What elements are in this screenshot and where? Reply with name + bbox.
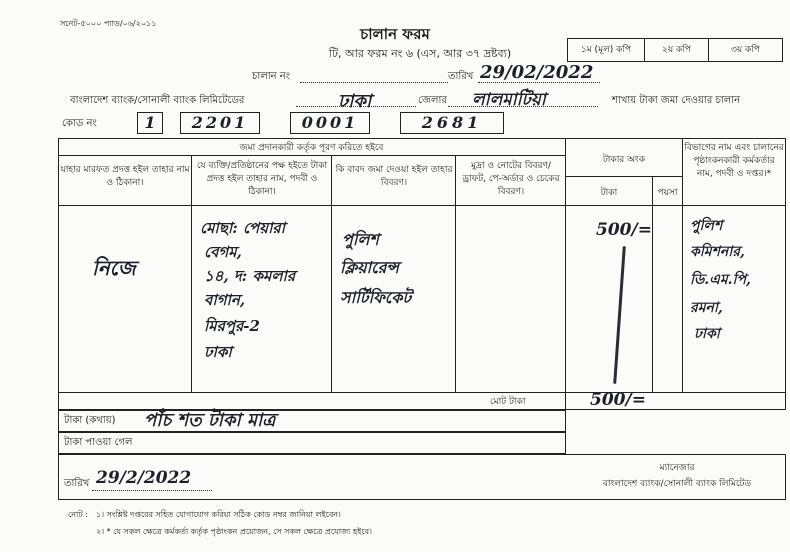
on-behalf-line-4: বাগান, bbox=[204, 291, 246, 309]
amount-value: 500/= bbox=[596, 220, 652, 240]
code-digit-4: 2681 bbox=[421, 113, 483, 132]
purpose-line-3: সার্টিফিকেট bbox=[340, 288, 412, 307]
code-box-2 bbox=[180, 112, 260, 134]
code-digit-3: 0001 bbox=[301, 113, 359, 132]
in-words-label: টাকা (কথায়) bbox=[64, 415, 116, 426]
district-label: জেলার bbox=[418, 95, 447, 106]
taka-header: টাকা bbox=[600, 188, 618, 198]
dept-line-4: রমনা, bbox=[690, 300, 723, 316]
dept-line-1: পুলিশ bbox=[690, 218, 723, 234]
code-box-1 bbox=[137, 112, 163, 134]
on-behalf-line-6: ঢাকা bbox=[204, 343, 232, 361]
col-depositor-header: যাহার মারফত প্রদত্ত হইল তাহার নাম ও ঠিকানা। bbox=[60, 165, 190, 188]
form-title: চালান ফরম bbox=[360, 25, 430, 43]
date-value-bottom: 29/2/2022 bbox=[96, 468, 192, 488]
copy-second: ২য় কপি bbox=[662, 45, 691, 55]
code-box-4 bbox=[400, 112, 504, 134]
form-subtitle: টি, আর ফরম নং ৬ (এস, আর ৩৭ দ্রষ্টব্য) bbox=[328, 47, 512, 60]
in-words-row bbox=[58, 410, 566, 432]
paisa-header: পয়সা bbox=[657, 188, 678, 198]
amount-header: টাকার অংক bbox=[602, 155, 646, 165]
copies-box bbox=[567, 38, 783, 62]
dept-line-2: কমিশনার, bbox=[690, 244, 745, 260]
col-purpose-header: কি বাবদ জমা দেওয়া হইল তাহার বিবরণ। bbox=[335, 165, 453, 188]
deposit-label: শাখায় টাকা জমা দেওয়ার চালান bbox=[612, 95, 741, 106]
date-value-top: 29/02/2022 bbox=[480, 62, 594, 83]
copy-third: ৩য় কপি bbox=[731, 45, 760, 55]
copy-original: ১ম (মূল) কপি bbox=[580, 45, 632, 55]
code-digit-1: 1 bbox=[144, 113, 156, 132]
challan-no-label: চালান নং bbox=[252, 71, 291, 82]
col-instrument-header: মুদ্রা ও নোটের বিবরণ/ ড্রাফট, পে-অর্ডার ও চেকের বিবরণ। bbox=[462, 161, 560, 197]
on-behalf-line-5: মিরপুর-2 bbox=[204, 317, 260, 335]
date-field-bottom bbox=[92, 490, 212, 491]
fill-by-depositor-label: জমা প্রদানকারী কর্তৃক পূরণ করিতে হইবে bbox=[239, 143, 384, 153]
dept-line-5: ঢাকা bbox=[694, 326, 720, 342]
form-print-code: সনেট-৫০০০ প্যাড/০৬/২০১১ bbox=[60, 19, 157, 28]
on-behalf-line-2: বেগম, bbox=[204, 243, 242, 261]
bank-label: বাংলাদেশ ব্যাংক/সোনালী ব্যাংক লিমিটেডের bbox=[70, 95, 245, 106]
total-label: মোট টাকা bbox=[490, 397, 526, 407]
in-words-value: পাঁচ শত টাকা মাত্র bbox=[144, 410, 276, 431]
date-label-bottom: তারিখ bbox=[64, 478, 90, 489]
total-value: 500/= bbox=[590, 390, 646, 410]
manager-label: ম্যানেজার bbox=[659, 463, 695, 473]
purpose-line-1: পুলিশ bbox=[342, 230, 379, 249]
note-2: ২। * যে সকল ক্ষেত্রে কর্মকর্তা কর্তৃক পৃষ্ঠাংকন প্রয়োজন, সে সকল ক্ষেত্রে প্রযোজ্য হইবে। bbox=[96, 527, 372, 536]
note-1: ১। সংশ্লিষ্ট দপ্তরের সহিত যোগাযোগ করিয়া সঠিক কোড নম্বর জানিয়া লইবেন। bbox=[96, 510, 341, 519]
manager-bank: বাংলাদেশ ব্যাংক/সোনালী ব্যাংক লিমিটেড bbox=[602, 479, 752, 489]
col-dept-header: বিভাগের নাম এবং চালানের পৃষ্ঠাংকনকারী কর্মকর্তার নাম, পদবী ও দপ্তর।* bbox=[684, 143, 784, 179]
on-behalf-line-3: ১৪, দ: কমলার bbox=[204, 267, 296, 285]
code-digit-2: 2201 bbox=[191, 113, 249, 132]
col-on-behalf-header: যে ব্যক্তি/প্রতিষ্ঠানের পক্ষ হইতে টাকা প্রদত্ত হইল তাহার নাম, পদবী ও ঠিকানা। bbox=[196, 161, 328, 197]
dept-line-3: ডি.এম.পি, bbox=[690, 272, 751, 288]
code-label: কোড নং bbox=[62, 118, 97, 129]
received-label: টাকা পাওয়া গেল bbox=[64, 437, 133, 448]
challan-no-field bbox=[300, 82, 448, 83]
purpose-line-2: ক্লিয়ারেন্স bbox=[340, 258, 399, 277]
received-row bbox=[58, 432, 566, 454]
note-label: নোট : bbox=[68, 510, 88, 519]
date-label-top: তারিখ bbox=[448, 71, 474, 82]
code-box-3 bbox=[290, 112, 370, 134]
branch-value: ঢাকা bbox=[338, 91, 372, 112]
depositor-value: নিজে bbox=[92, 256, 136, 280]
district-value: লালমাটিয়া bbox=[472, 90, 546, 110]
on-behalf-line-1: মোছা: পেয়ারা bbox=[200, 219, 286, 237]
